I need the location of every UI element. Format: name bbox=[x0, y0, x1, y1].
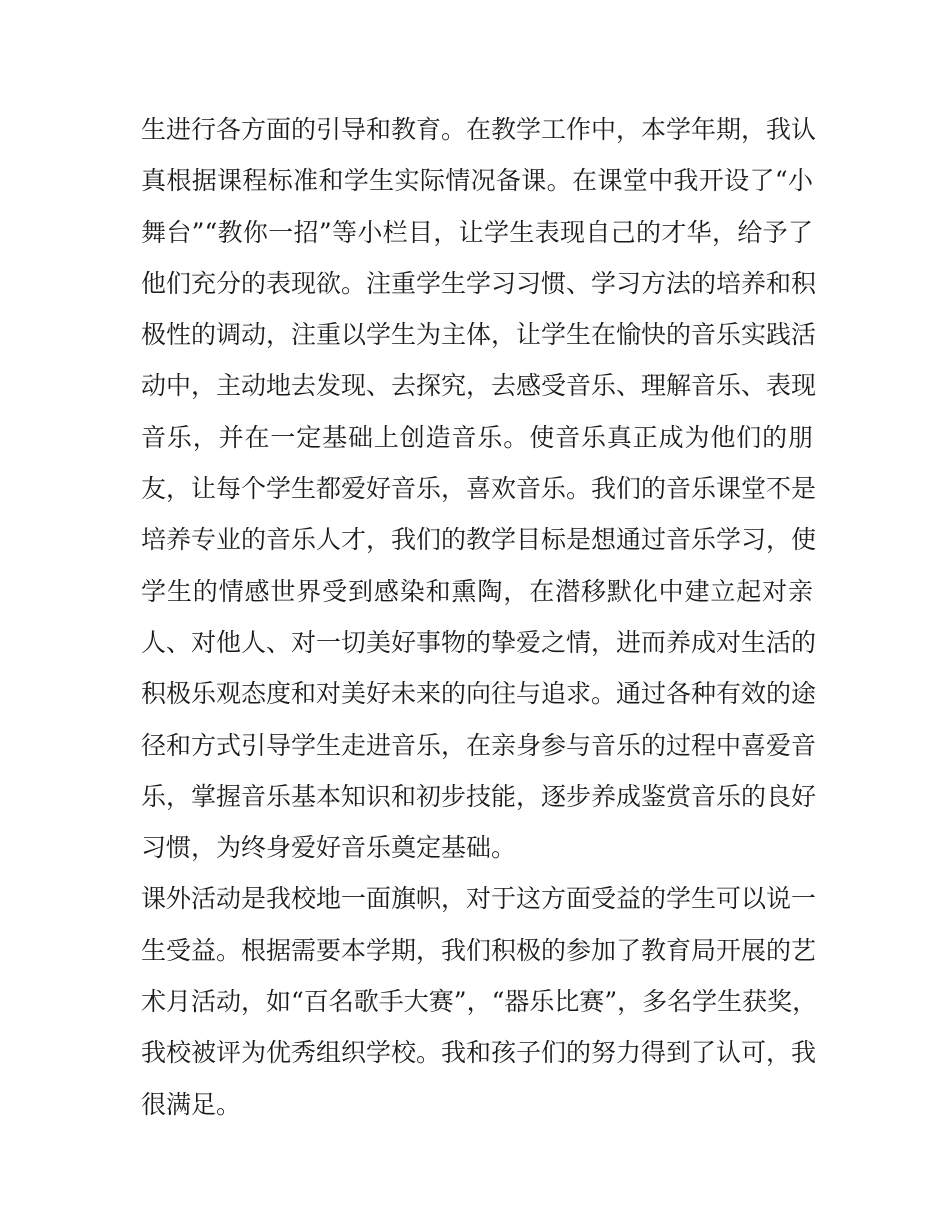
text-line: 他们充分的表现欲。注重学生学习习惯、学习方法的培养和积 bbox=[141, 268, 817, 298]
text-line: 舞台”“教你一招”等小栏目，让学生表现自己的才华，给予了 bbox=[141, 217, 813, 247]
text-line: 生受益。根据需要本学期，我们积极的参加了教育局开展的艺 bbox=[141, 935, 817, 965]
text-line: 积极乐观态度和对美好未来的向往与追求。通过各种有效的途 bbox=[141, 679, 817, 709]
text-line: 生进行各方面的引导和教育。在教学工作中，本学年期，我认 bbox=[141, 115, 817, 144]
text-line: 乐，掌握音乐基本知识和初步技能，逐步养成鉴赏音乐的良好 bbox=[141, 781, 817, 811]
text-line: 友，让每个学生都爱好音乐，喜欢音乐。我们的音乐课堂不是 bbox=[141, 474, 817, 504]
text-line: 很满足。 bbox=[141, 1089, 242, 1119]
text-line: 音乐，并在一定基础上创造音乐。使音乐真正成为他们的朋 bbox=[141, 422, 813, 452]
text-line: 我校被评为优秀组织学校。我和孩子们的努力得到了认可，我 bbox=[141, 1038, 817, 1068]
text-line: 极性的调动，注重以学生为主体，让学生在愉快的音乐实践活 bbox=[141, 320, 817, 350]
body-text bbox=[141, 104, 818, 1130]
text-line: 课外活动是我校地一面旗帜，对于这方面受益的学生可以说一 bbox=[141, 884, 817, 914]
text-line: 培养专业的音乐人才，我们的教学目标是想通过音乐学习，使 bbox=[141, 525, 817, 555]
text-line: 术月活动，如“百名歌手大赛”，“器乐比赛”，多名学生获奖， bbox=[141, 987, 818, 1017]
text-line: 习惯，为终身爱好音乐奠定基础。 bbox=[141, 833, 517, 863]
text-line: 径和方式引导学生走进音乐，在亲身参与音乐的过程中喜爱音 bbox=[141, 730, 817, 760]
text-line: 人、对他人、对一切美好事物的挚爱之情，进而养成对生活的 bbox=[141, 627, 817, 657]
text-line: 真根据课程标准和学生实际情况备课。在课堂中我开设了“小 bbox=[141, 166, 813, 196]
text-line: 学生的情感世界受到感染和熏陶，在潜移默化中建立起对亲 bbox=[141, 576, 813, 606]
text-line: 动中，主动地去发现、去探究，去感受音乐、理解音乐、表现 bbox=[141, 371, 817, 401]
